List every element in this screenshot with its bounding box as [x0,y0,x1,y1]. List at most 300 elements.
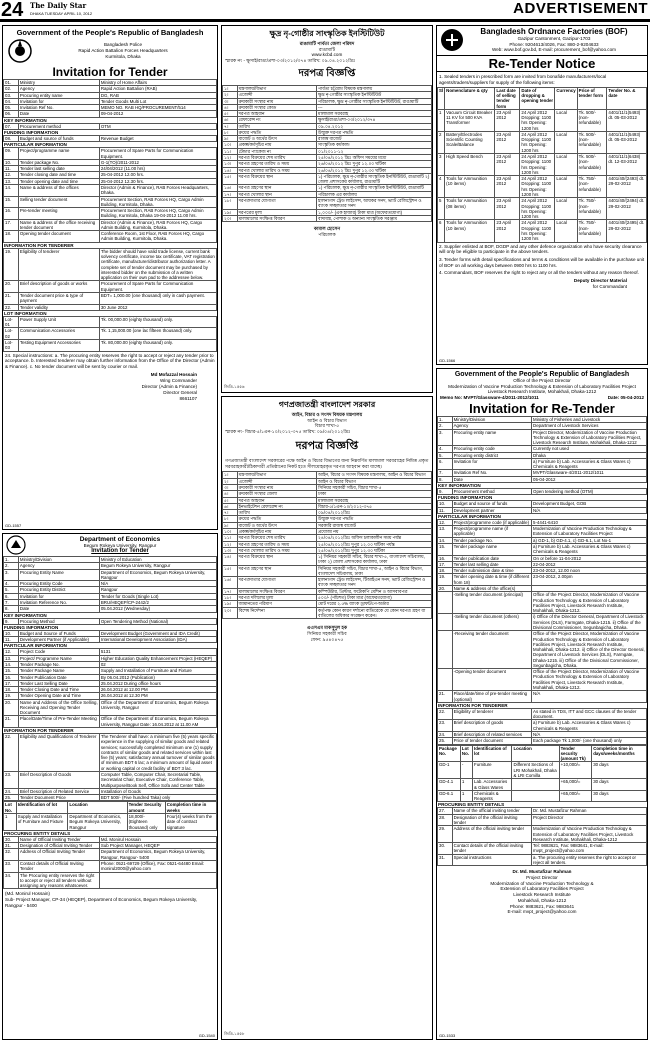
table-cell: 19. [4,693,19,699]
table-cell: ইনভাইটেশন রেফারেন্স নং [237,503,316,509]
table-cell: 5-4441-6410 [532,519,647,525]
table-cell: MVPT/Glassware-4/2011-2012/1011 [532,470,647,476]
table-cell: এজেন্সী [237,478,316,484]
table-row [438,814,647,826]
table-row [4,281,217,293]
table-cell: ২৬/০৪/২০১২ খ্রিঃ দুপুর ১২.৩০ ঘটিকা [317,167,432,173]
table-cell: 25. [438,738,453,744]
gd-number: GD-1557 [5,523,22,528]
table-cell: 10. [4,630,19,636]
table-cell: 01. [4,80,19,86]
table [437,87,647,243]
table-cell: Opening tender document [18,231,99,243]
memo-number: Memo No: MVPT/Glassware-4/2011-2012/1011 [440,395,539,401]
table-cell: N/A [532,691,647,703]
table-cell: a. The procuring entity reserves the right to accept or reject all tenders. [532,854,647,866]
table-cell: 24. [438,732,453,738]
table-cell: Tender package No. [452,537,531,543]
table-cell: 11. [4,166,19,172]
signer-title: Director (Admin & Finance) [141,383,197,389]
table-cell: মালামালের সংক্ষিপ্ত বিবরণ [237,588,316,594]
table-cell: Invitation Ref No. [452,470,531,476]
table-cell: 31. [4,843,19,849]
table-cell: Lot-03 [4,339,19,351]
table-cell: 31. [438,854,453,866]
table-cell [512,790,559,802]
table-cell: ৫। [223,111,238,117]
section-heading: KEY INFORMATION [4,612,47,618]
intro-text: গণপ্রজাতন্ত্রী বাংলাদেশ সরকারের পক্ষে আইন ও বিচার বিভাগের জন্য নিম্নবর্ণিত মালামাল সরবরাহের নিমিত্ত প্রকৃত সরবরাহকারী/ঠিকাদারী প্রতিষ্ঠানের নিকট হতে সীলমোহরকৃত দরপত্র আহবান করা যাচ্ছে। [225,457,429,469]
table-cell: Address of the official inviting tender [452,826,531,843]
table-cell: 10. [4,159,19,165]
table-cell: ৬। [223,117,238,123]
table-cell: ০৯/০৪/২০১২খ্রিঃ [317,510,432,516]
table-cell: 20. [4,281,19,293]
table-cell: Office of the Project Director, Modernization of Vaccine Production Technology & Extension of Laboratory Facilities Project, Livestock Research Institute, Mohakhali, Dhaka-1212. [532,592,647,614]
table-row [223,588,432,594]
table-cell: Open Tendering Method (National) [99,618,216,624]
table-cell: ১৪। [223,167,238,173]
table [3,733,217,801]
table-cell: 34. [4,872,19,889]
table-cell: 20. [438,585,453,591]
table-cell: 17. [438,561,453,567]
table-cell: Modernization of Vaccine Production Technology & Extension of Laboratory Facilities Project, Livestock Research Institute, Mohakhali, Dhaka-1212 [532,826,647,843]
table-cell: 22. [438,708,453,720]
table-cell: N/A [99,581,216,587]
table-row [223,215,432,221]
table-cell: Tender package name [452,544,531,556]
table-cell: Department of Economics, Begum Rokeya University, Rangpur, Rangpur- 5400 [99,849,216,861]
table-cell: 16. [4,674,19,680]
table-cell: দরপত্রদাতার যোগ্যতা [237,198,316,210]
ad-subtitle: Gazipur Cantonment, Gazipur-1703 [517,36,591,41]
table-cell: 25-04-2012 12.00 hrs. [99,172,216,178]
table-cell: জামানতের পরিমাণ [237,601,316,607]
table-cell: Name of the official inviting tender [452,808,531,814]
table-cell: 26.04.2012 at 12.30 PM [99,693,216,699]
table-cell: Invitation for [18,593,99,599]
table [222,85,432,222]
table-row [4,123,217,129]
table-cell: ২। [223,92,238,98]
table-cell: Brief Description of Goods [18,772,99,789]
table-cell: Dhaka [532,452,647,458]
section-heading: INFORMATION FOR TENDERER [4,728,74,734]
table-cell: Eligibility and Qualifications of Tenderer [18,734,99,772]
items-table [437,87,647,243]
table-cell: দরপত্র গ্রহণের তারিখ ও সময় [237,161,316,167]
table-cell: দরপত্রের মূল্য [237,209,316,215]
table-cell: Tk. 500/- (non-refundable) [577,154,607,176]
special-instructions: 24. Special instructions: a. The procuring entity reserves the right to accept or reject any tender prior to acceptance. b. Interested tenderer may obtain further information from the Office of the Director (Admin & Finance). c. No tender document will be sent by courier or mail. [5,352,215,369]
ad-heading: দরপত্র বিজ্ঞপ্তি [295,439,359,452]
table-row [4,196,217,208]
column-header: Nomenclature & qty [445,87,495,109]
table-row [4,105,217,111]
table-header-row [438,87,647,109]
table-row [223,209,432,215]
table-cell: 02. [4,86,19,92]
table-cell: ক্রয়ের পদ্ধতি [237,129,316,135]
table-cell: 4401/40/(2493) dt. 29-02-2012 [607,176,647,198]
table-cell: Tk. 750/- (non-refundable) [577,176,607,198]
table-cell: 4401/11/1(5493) dt. 05-03-2012 [607,109,647,131]
ad-subtitle: রাঙামাটি পার্বত্য জেলা পরিষদ [299,41,355,46]
table-cell: Procurement of Spare Parts for Communication Equipment. [99,148,216,160]
table-cell: ১) পরিচালক, ক্ষুদ্র নৃ-গোষ্ঠীর সাংস্কৃতিক ইনস্টিটিউট, রাঙামাটি ২) জেলা প্রশাসকের কার্যালয়, রাঙামাটি [317,173,432,185]
table-cell: 18,000/- (Eighteen thousand) only [127,813,165,830]
table-cell: Tender document price & type of payment [18,293,99,305]
table-cell: 30 days [592,779,647,791]
table-cell: 11. [4,637,19,643]
ad-heading: Invitation for Tender [91,548,149,555]
lot-table [3,316,217,352]
column-header: Completion time in days/weeks/months [592,745,647,762]
table-cell: 1. [4,557,19,563]
column-header: Tender Security amount [127,802,165,814]
table-cell: The Procuring entity reserves the right to accept or reject all tenders without assigning any reasons whatsoever. [18,872,99,889]
table-cell: ক্রয়কারী সংস্থার জেলা [237,491,316,497]
table-cell: ৮। [223,516,238,522]
table-cell: 8. [438,476,453,482]
table-cell: ৭। [223,123,238,129]
table-cell: ৯। [223,136,238,142]
table-cell: Name & address of the offices [18,184,99,196]
table-cell: Chemicals & Reagents [473,790,512,802]
table-cell: Contact details of Official Inviting Tender [18,860,99,872]
table-row [438,176,647,198]
table-row [223,554,432,566]
table-cell: Development Budget, GOB [532,501,647,507]
table-cell: ক্ষুদ্র নৃ-গোষ্ঠীর সাংস্কৃতিক ইনস্টিটিউট [317,92,432,98]
column-header: Price of tender form [577,87,607,109]
info-table [437,708,647,745]
table-cell: ২৬/০৪/২০১২ খ্রিঃ দুপুর ১২.০০ ঘটিকা [317,161,432,167]
signer-title: Mohakhali, Dhaka-1212 [517,897,567,903]
table-cell: দরপত্র বিক্রয়ের স্থান [237,554,316,566]
table-cell: 23 April 2012 [495,154,520,176]
table-cell: Agency [452,423,531,429]
info-table [3,630,217,644]
table-cell: Project/programme code (if applicable) [452,519,531,525]
table-cell: 23-04-2012, 2.00pm [532,574,647,586]
table-row [4,219,217,231]
table-cell: 23 April 2012 [495,176,520,198]
ad-heading: Invitation for Tender [52,65,168,79]
table-row [4,860,217,872]
lot-table [3,801,217,830]
table-cell: On or before 11-04-2012 [532,555,647,561]
table-cell: Brief description of goods or works [18,281,99,293]
table-row [438,526,647,538]
table-cell: বিশেষ নির্দেশনা [237,607,316,619]
table-cell: Tender Package Name [18,668,99,674]
table-cell: Agency [18,86,99,92]
table-cell: Ministry [18,80,99,86]
table [222,471,432,619]
table-cell: ১) সিনিয়র সহকারী সচিব, বিচার শাখা-৫, বাংলাদেশ সচিবালয়, ঢাকা ২) জেলা প্রশাসকের কার্যালয়, ঢাকা [317,554,432,566]
table-cell: a) Furniture b) Lab. Accessories & Glass Wares c) Chemicals & Reagents [532,544,647,556]
table-cell: +65,000/= [559,790,592,802]
table-cell: High Speed Bench [445,154,495,176]
table-cell: G-1(TO)/2011-2012 [99,159,216,165]
table-cell: 21. [4,716,19,728]
table-cell: 07. [4,123,19,129]
table-cell: Pre-tender meeting [18,208,99,220]
column-header: Location [512,745,559,762]
table-cell: Tk. 750/- (non-refundable) [577,220,607,242]
table-cell: Project/programme name (if applicable) [452,526,531,538]
table-cell: পার্বত্য চট্টগ্রাম বিষয়ক মন্ত্রণালয় [317,85,432,91]
table-cell: - [460,762,472,779]
table-cell: দরপত্র বিক্রয়ের শেষ তারিখ [237,535,316,541]
table-cell: ৯। [223,522,238,528]
table-cell: Lot-01 [4,316,19,328]
table-cell: কর্তৃপক্ষ কোন কারণ দর্শানো ব্যতিরেকে যে কোন দরপত্র গ্রহণ বা বাতিলের অধিকার সংরক্ষণ করেন। [317,607,432,619]
ad-title: ক্ষুদ্র নৃ-গোষ্ঠীর সাংস্কৃতিক ইনস্টিটিউট [269,29,385,38]
table-cell: 2. [4,563,19,569]
table-cell: As stated in TDS, ITT and GCC clauses of the tender document. [532,708,647,720]
table-row [4,795,217,801]
table-cell: Eligibility of tenderer [18,248,99,281]
table-cell: Procurement Section, RAB Forces HQ, Cargo Admin Building, Kurmitola, Dhaka. [99,196,216,208]
table-cell: 05. [4,105,19,111]
table-cell: ১। [223,472,238,478]
table-cell: Eligibility of tenderer [452,708,531,720]
table-cell: i) Office of the Director General, Department of Livestock Services (DLS), Farmgate, Dhaka-1215. ii) Office of the Divisional Commissioner, Segunbagicha, Dhaka. [532,614,647,631]
table-row [438,458,647,470]
table-cell: ১২। [223,155,238,161]
info-table [3,618,217,625]
table-cell: Battery/Electrodes Scientific Counting Scale/Balance [445,131,495,153]
table-cell: উন্মুক্ত দরপত্র পদ্ধতি [317,516,432,522]
table-row [438,574,647,586]
table-cell: মন্ত্রণালয়/বিভাগ [237,472,316,478]
ad-subtitle: Modernization of Vaccine Production Technology & Extension of Laboratory Facilities Project [448,383,636,389]
table-cell: Tender submission date & time [452,568,531,574]
table-cell: Tender publication date [452,555,531,561]
table-row [438,131,647,153]
table-cell: Tools for Ammunition (08 items) [445,198,495,220]
table [3,123,217,130]
info-table [3,147,217,243]
table-cell: 30 June 2012 [99,304,216,310]
signer-name: কামাল হোসেন [313,226,341,232]
table-cell [438,669,453,691]
table-cell: সিনিয়র সহকারী সচিব, বিচার শাখা-৫, আইন ও বিচার বিভাগ, বাংলাদেশ সচিবালয়, ঢাকা [317,565,432,577]
table-cell: 09. [4,148,19,160]
gd-number: GD-1540 [198,1033,215,1038]
table-cell: ২। [223,478,238,484]
table-cell: ঢাকা [317,491,432,497]
ad-subtitle: আইন, বিচার ও সংসদ বিষয়ক মন্ত্রণালয় [291,412,363,417]
table [437,500,647,514]
column-header: Lot No. [460,745,472,762]
table-cell: The Tenderer shall have: a minimum five (5) years specific experience in the supplying of similar goods and related services; successfully completed minimum one (1) supply contracts of similar goods and related services within last five (5) years; satisfactory annual turnover of similar goods of minimum BDT 6 lac; a minimum amount of liquid asset or working capital or credit facility of BDT 3 lac. [100,734,215,771]
table-cell: ২৪/০৪/২০১২খ্রিঃ অফিস চলাকালীন সময় পর্যন্ত [317,535,432,541]
table-cell: Tender Goods Multi Lot [99,98,216,104]
table-cell: Furniture [473,762,512,779]
column-header: Completion time in weeks [165,802,216,814]
column-header: Date of dropping & opening tender [520,87,555,109]
signer-email: E-mail: mvpt_project@yahoo.com [507,909,577,915]
note: 4. Commandant, BOF reserves the right to reject any or all the tenders without any reason thereof. [439,270,639,276]
table-cell: ২৫/০৪/২০১২খ্রিঃ দুপুর ১২.৩০ ঘটিকা [317,547,432,553]
table-cell: ১০। [223,142,238,148]
table-cell: 4401/40/(2494) dt. 29-02-2012 [607,198,647,220]
table-row [4,328,217,340]
table-cell: 30. [4,836,19,842]
section-heading: PARTICULAR INFORMATION [4,142,67,148]
info-table [3,836,217,890]
table-cell: Department of Economics, Begum Rokeya University, Rangpur [99,569,216,581]
table-cell: Local [555,176,577,198]
table-cell: Development Partner (if Applicable) [18,637,99,643]
table-cell: তারিখ [237,123,316,129]
signer-title: সিনিয়র সহকারী সচিব [307,630,347,636]
table-cell: 30. [438,843,453,855]
table-cell: 5 [438,198,445,220]
table-cell: ১৫। [223,173,238,185]
table-cell: BRU/HEQEP/CP-2442/2 [99,599,216,605]
table-row [438,507,647,513]
table-cell: 19. [438,574,453,586]
table-cell: +10,000/= [559,762,592,779]
table-cell: Procuring Entity Name [18,569,99,581]
table-cell: 14. [438,537,453,543]
ad-title: Government of the People's Republic of Bangladesh [454,371,630,378]
ad-heading: Invitation for Re-Tender [469,400,615,416]
table-row [4,304,217,310]
table [3,618,217,625]
table-cell: 06. [4,111,19,117]
table-cell: 3 [438,154,445,176]
ad-subtitle: বিচার শাখা-৫ [314,423,340,429]
table-cell: দরপত্র খোলার তারিখ ও সময় [237,167,316,173]
table-cell: 18. [438,568,453,574]
table-row [223,173,432,185]
table-row [4,813,217,830]
table-row [4,148,217,160]
section-heading: KEY INFORMATION [438,483,481,489]
table-cell: 18. [4,231,19,243]
table-cell: 3. [4,569,19,581]
table-row [4,618,217,624]
ad-heading: Re-Tender Notice [437,55,647,72]
table-cell: ১৮। [223,198,238,210]
table-row [438,220,647,242]
table-cell: Installation of Goods [99,788,216,794]
table-cell: 05.04.2012 (Wednesday) [99,606,216,612]
table-cell: বাজেট ও অর্থের উৎস [237,136,316,142]
table-cell: Tel: 9883621, Fax: 9883641, E-mail: mvpt_project@yahoo.com [532,843,647,855]
table-cell: ১৫। [223,565,238,577]
table-cell: কম্পিউটার, প্রিন্টার, ফটোকপি মেশিন ও আসবাবপত্র [317,588,432,594]
table-cell: Date [452,476,531,482]
table-cell: সিনিয়র সহকারী সচিব, বিচার শাখা-৫ [317,484,432,490]
table-cell: Project/ Programme Name [18,655,99,661]
table-cell: Different Sections of LRI Mohakhali, Dhaka & LRI Comilla [512,762,559,779]
table-row [223,185,432,191]
table-cell: ০১/২০১১-১২ [317,148,432,154]
table-row [438,489,647,495]
table-cell: Communication Accessories [18,328,99,340]
table-cell: N/A [532,732,647,738]
table-row [438,476,647,482]
table-cell: ৫০০/- (পাঁচশত) টাকা মাত্র (অফেরতযোগ্য) [317,595,432,601]
table-cell: Higher Education Quality Enhancement Project (HEQEP) [99,655,216,661]
table-cell: Agency [18,563,99,569]
table-row [438,109,647,131]
table-cell: 04. [4,98,19,104]
table-cell: ১১। [223,535,238,541]
signer-title: Modernization of Vaccine Production Technology & [490,880,594,886]
table-cell: Procuring Entity Code [18,581,99,587]
table-row [223,472,432,478]
signer-title: পরিচালক [318,231,336,237]
table-cell: 30 days [592,790,647,802]
table-cell: মালামালের সংক্ষিপ্ত বিবরণ [237,215,316,221]
table-cell: --- [317,104,432,110]
table-cell: ২০। [223,607,238,619]
table-cell: Lab. Accessories & Glass Wares [473,779,512,791]
signer-phone: ফোন: ৯৫৪০৪৭৫ [310,636,344,642]
table-cell: দরপত্র আহবান [237,497,316,503]
table-cell: Local [555,109,577,131]
info-table [3,79,217,118]
table-cell: ৬। [223,503,238,509]
table-cell: হালনাগাদ ট্রেড লাইসেন্স, টিআইএন সনদ, ভ্যাট রেজিস্ট্রেশন ও ব্যাংক সচ্ছলতার সনদ [317,577,432,589]
ad-title: Department of Economics [79,535,161,543]
table-cell: Department of Economics, Begum Rokeya University, Rangpur [68,813,127,830]
table-row [4,135,217,141]
section-heading: LOT INFORMATION [4,310,47,316]
table-cell: 24 April 2012 Dropping: 1100 hrs Opening: 1200 hrs [520,154,555,176]
table-cell: ১৭। [223,191,238,197]
section-heading: PARTICULAR INFORMATION [438,513,501,519]
table-cell: Ministry/Division [452,416,531,422]
table-cell: ১। [223,85,238,91]
ad-law-ministry-tender [221,396,433,1040]
table-cell: 24/04/2012 (11.00 hrs) [99,166,216,172]
signer-name: এএসএম মাকসুদুল হক [306,625,348,631]
table [3,147,217,243]
table-cell: Supply and Installation of Furniture and Fixture [99,668,216,674]
table-cell: Development Budget (Government and IDA Credit) [99,630,216,636]
table-cell: Budget and Source of Funds [18,630,99,636]
table-row [438,779,647,791]
table-cell: প্রযোজ্য নয় [317,528,432,534]
section-heading: PROCURING ENTITY DETAILS [438,802,505,808]
ad-subtitle: Livestock Research Institute, Mohakhali, Dhaka-1212 [487,389,597,395]
table-cell: ১৬। [223,185,238,191]
signer-title: Wing Commander [159,377,197,383]
table-cell: Md. Monirul Hossain [99,836,216,842]
table-row [4,849,217,861]
table-cell: ৩। [223,484,238,490]
table-cell: 1 [4,813,17,830]
table [437,416,647,483]
table-cell: ৫। [223,497,238,503]
table-row [4,316,217,328]
table-cell: 24 April 2012 Dropping: 1100 hrs Opening: 1200 hrs [520,198,555,220]
table-cell: 23. [4,772,19,789]
ad-subtitle: আইন ও বিচার বিভাগ [307,417,347,423]
table-cell: Project/programme name [18,148,99,160]
table-cell: টেন্ডার প্যাকেজ নং [237,148,316,154]
table-cell: 23-04-2012, 12.00 noon [532,568,647,574]
